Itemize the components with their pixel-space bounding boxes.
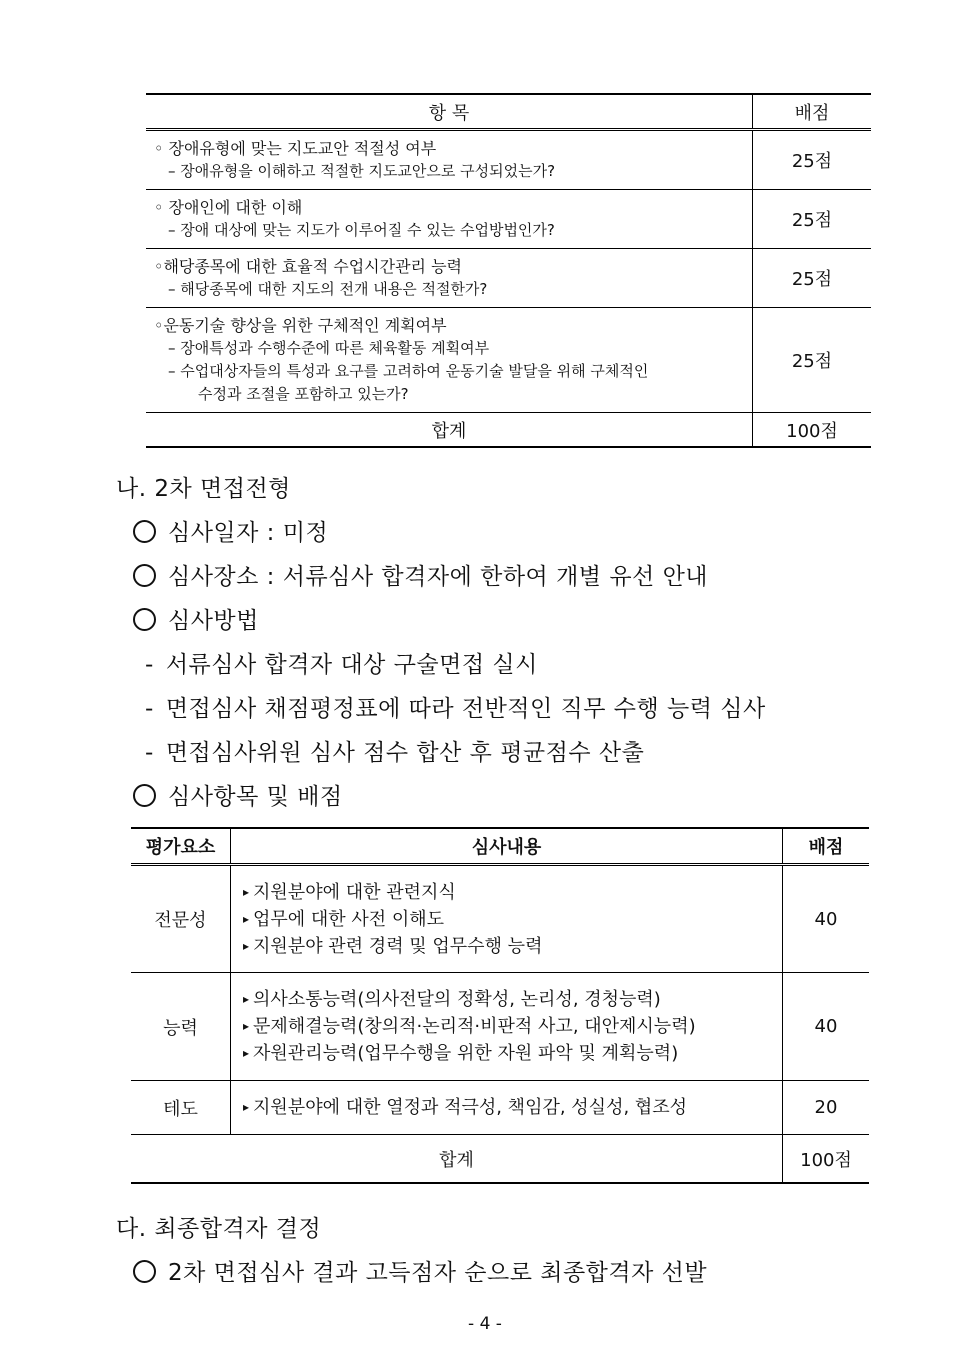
table1-header-item: 항 목 (146, 94, 753, 130)
final-selection-text: 2차 면접심사 결과 고득점자 순으로 최종합격자 선발 (168, 1260, 708, 1286)
criterion-title: ◦해당종목에 대한 효율적 수업시간관리 능력 (154, 257, 462, 276)
table2-total-row (131, 1135, 869, 1184)
exam-place (133, 558, 708, 591)
circle-bullet-icon (133, 1260, 156, 1283)
table2-header-score: 배점 (783, 828, 870, 865)
dash-bullet: - (145, 696, 154, 722)
page-number: - 4 - (468, 1314, 502, 1334)
triangle-bullet-icon: ▸ (243, 938, 250, 953)
table-row (146, 190, 871, 249)
factor-name: 전문성 (131, 865, 231, 973)
triangle-bullet-icon: ▸ (243, 1019, 250, 1033)
table2-header-content: 심사내용 (231, 828, 783, 865)
criterion-detail: – 장애 대상에 맞는 지도가 이루어질 수 있는 수업방법인가? (168, 221, 555, 239)
table1-header-score: 배점 (753, 94, 872, 130)
factor-score: 40 (783, 973, 870, 1081)
final-selection (133, 1254, 707, 1287)
content-item (243, 1094, 774, 1121)
method-item-text: 면접심사 채점평정표에 따라 전반적인 직무 수행 능력 심사 (165, 696, 766, 722)
table-row (131, 1081, 869, 1135)
interview-score-table (131, 827, 869, 1184)
method-item (145, 734, 644, 767)
circle-bullet-icon (133, 520, 156, 543)
content-item-text: 의사소통능력(의사전달의 정확성, 논리성, 경청능력) (253, 989, 661, 1010)
section-heading-interview: 나. 2차 면접전형 (116, 476, 291, 502)
table2-header-factor: 평가요소 (131, 828, 231, 865)
content-item (243, 879, 774, 906)
content-item (243, 933, 774, 960)
circle-bullet-icon (133, 784, 156, 807)
triangle-bullet-icon: ▸ (243, 1100, 250, 1114)
table2-header-row (131, 828, 869, 865)
dash-bullet: - (145, 652, 154, 678)
factor-name: 테도 (131, 1081, 231, 1135)
table-row (131, 973, 869, 1081)
criterion-score: 25점 (753, 308, 872, 413)
total-label: 합계 (146, 413, 753, 448)
triangle-bullet-icon: ▸ (243, 1046, 250, 1060)
content-item-text: 문제해결능력(창의적·논리적·비판적 사고, 대안제시능력) (253, 1016, 696, 1037)
exam-date (133, 514, 328, 547)
content-item-text: 자원관리능력(업무수행을 위한 자원 파악 및 계획능력) (253, 1043, 679, 1064)
content-item (243, 986, 774, 1013)
factor-score: 20 (783, 1081, 870, 1135)
factor-score: 40 (783, 865, 870, 973)
dash-bullet: - (145, 740, 154, 766)
exam-date-text: 심사일자 : 미정 (168, 520, 329, 546)
content-item (243, 1040, 774, 1067)
triangle-bullet-icon: ▸ (243, 884, 250, 899)
evaluation-table-1 (146, 93, 871, 448)
factor-name: 능력 (131, 973, 231, 1081)
exam-method-text: 심사방법 (168, 608, 259, 634)
total-label: 합계 (131, 1135, 783, 1184)
content-item (243, 1013, 774, 1040)
table-row (146, 249, 871, 308)
exam-method (133, 602, 259, 635)
criterion-title: ◦ 장애유형에 맞는 지도교안 적절성 여부 (154, 139, 437, 158)
method-item-text: 면접심사위원 심사 점수 합산 후 평균점수 산출 (165, 740, 645, 766)
table-row (131, 865, 869, 973)
method-item-text: 서류심사 합격자 대상 구술면접 실시 (165, 652, 538, 678)
section-heading-final: 다. 최종합격자 결정 (116, 1216, 322, 1242)
exam-criteria (133, 778, 343, 811)
criterion-score: 25점 (753, 249, 872, 308)
criterion-title: ◦ 장애인에 대한 이해 (154, 198, 303, 217)
table1-total-row (146, 413, 871, 448)
circle-bullet-icon (133, 564, 156, 587)
table1-header-row (146, 94, 871, 130)
method-item (145, 690, 766, 723)
content-item-text: 지원분야 관련 경력 및 업무수행 능력 (253, 935, 543, 957)
exam-place-text: 심사장소 : 서류심사 합격자에 한하여 개별 유선 안내 (168, 564, 709, 590)
circle-bullet-icon (133, 608, 156, 631)
criterion-detail: 수정과 조절을 포함하고 있는가? (198, 385, 409, 403)
criterion-detail: – 수업대상자들의 특성과 요구를 고려하여 운동기술 발달을 위해 구체적인 (168, 362, 649, 380)
total-score: 100점 (753, 413, 872, 448)
criterion-detail: – 장애유형을 이해하고 적절한 지도교안으로 구성되었는가? (168, 162, 556, 180)
total-score: 100점 (783, 1135, 870, 1184)
criterion-detail: – 해당종목에 대한 지도의 전개 내용은 적절한가? (168, 280, 488, 298)
criterion-title: ◦운동기술 향상을 위한 구체적인 계획여부 (154, 316, 447, 335)
content-item-text: 지원분야에 대한 열정과 적극성, 책임감, 성실성, 협조성 (253, 1097, 688, 1118)
table-row (146, 308, 871, 413)
content-item-text: 업무에 대한 사전 이해도 (253, 908, 445, 930)
content-item-text: 지원분야에 대한 관련지식 (253, 881, 456, 903)
triangle-bullet-icon: ▸ (243, 911, 250, 926)
table-row (146, 130, 871, 190)
content-item (243, 906, 774, 933)
exam-criteria-text: 심사항목 및 배점 (168, 784, 343, 810)
triangle-bullet-icon: ▸ (243, 992, 250, 1006)
criterion-detail: – 장애특성과 수행수준에 따른 체육활동 계획여부 (168, 339, 490, 357)
criterion-score: 25점 (753, 190, 872, 249)
criterion-score: 25점 (753, 130, 872, 190)
method-item (145, 646, 538, 679)
